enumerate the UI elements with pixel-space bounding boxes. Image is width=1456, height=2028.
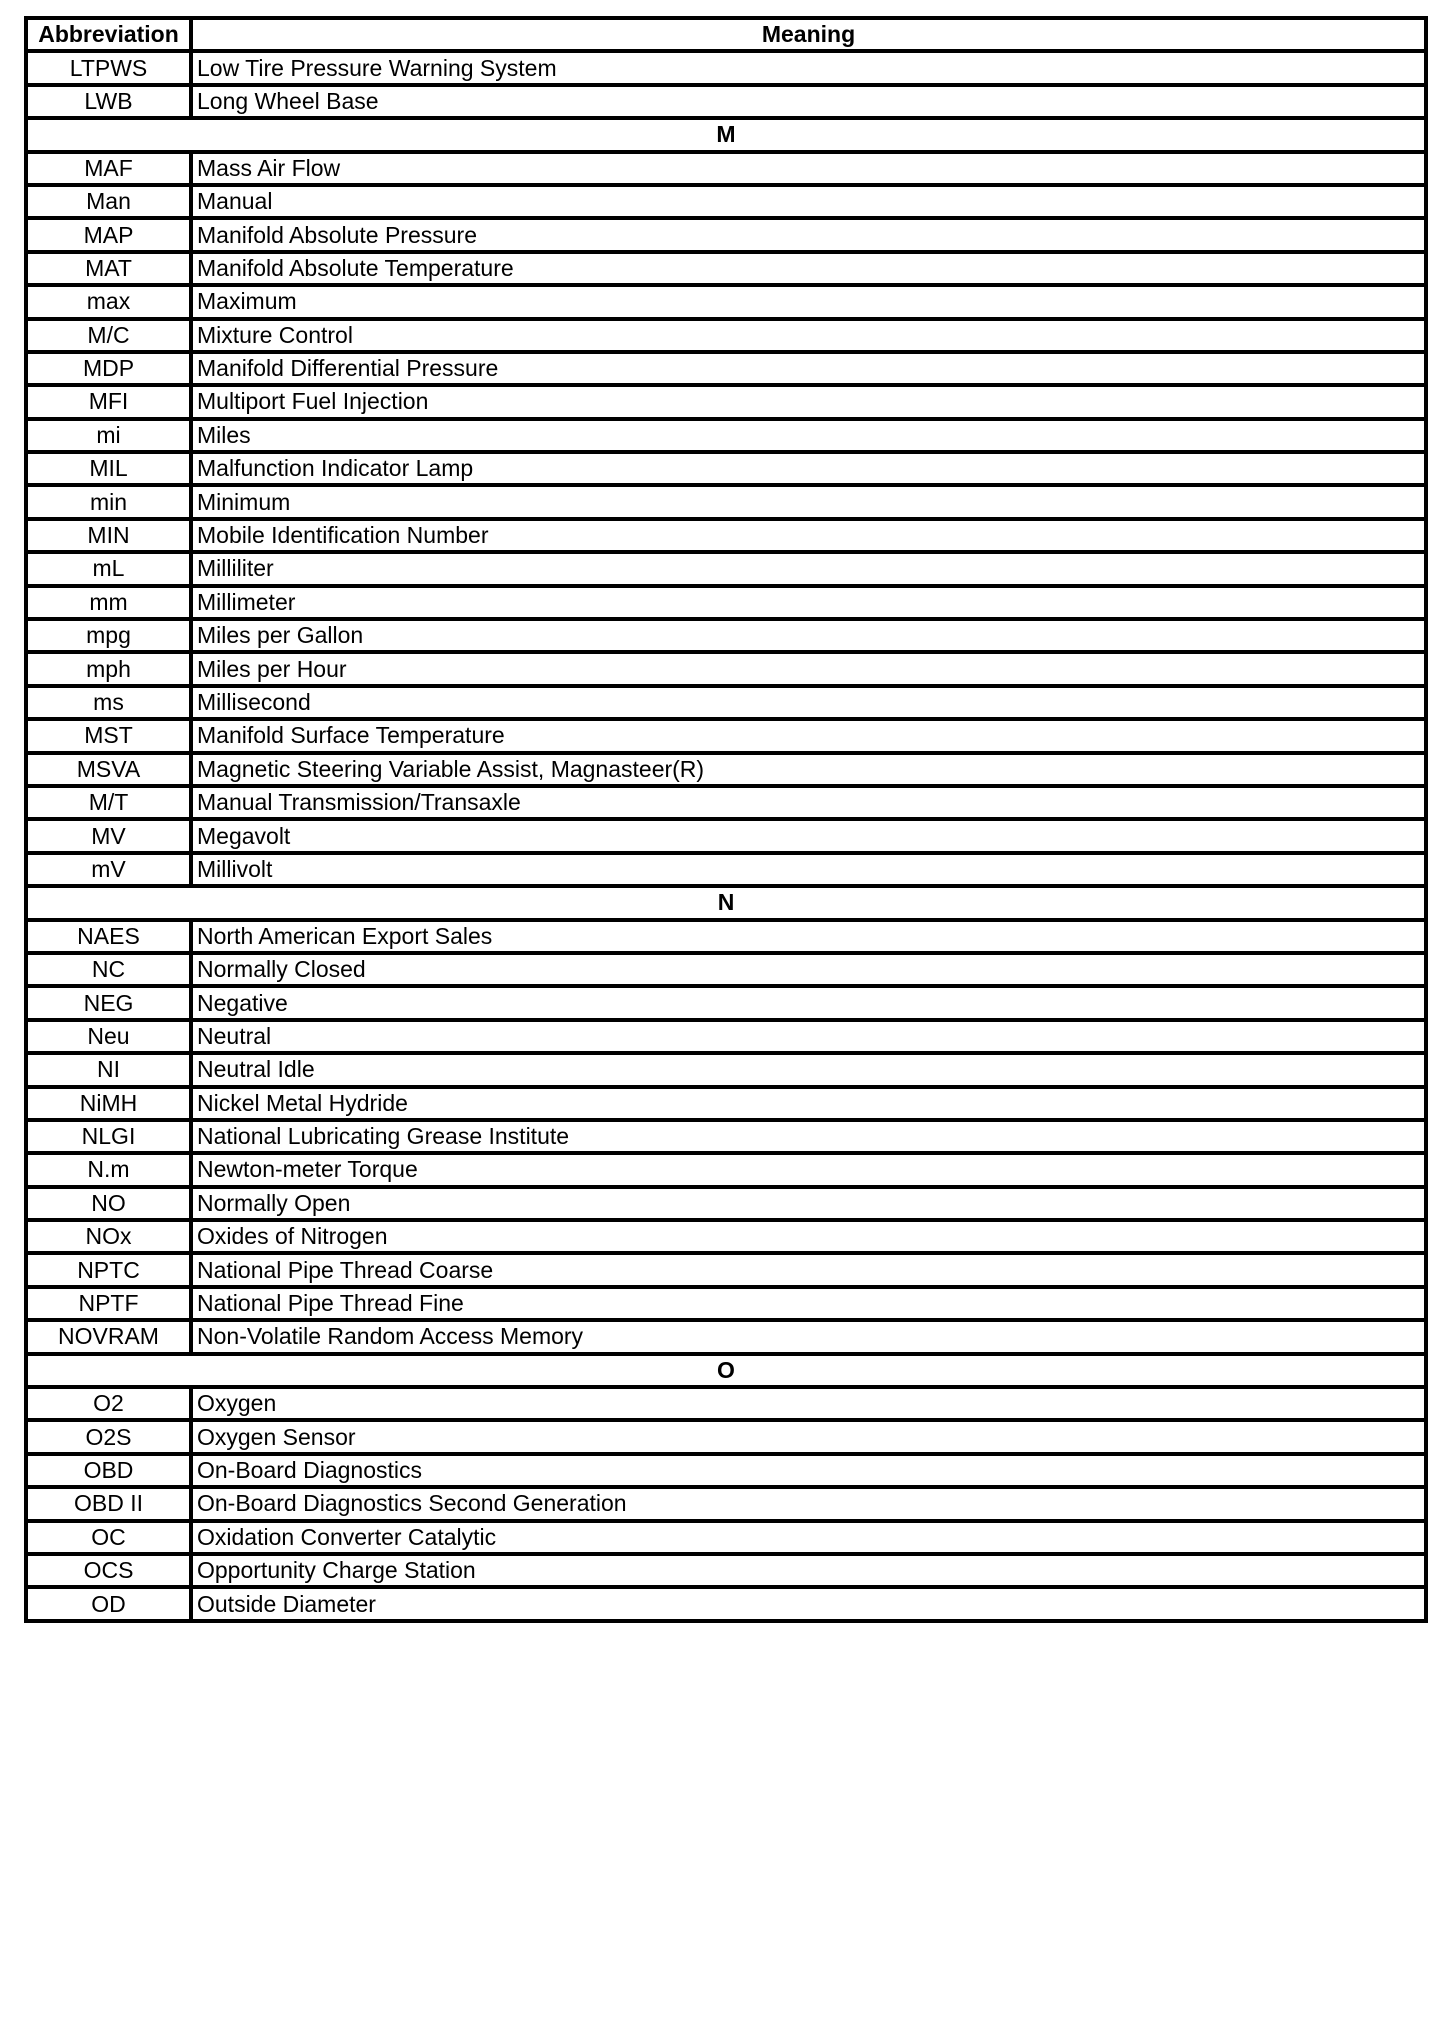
table-row [26,786,1426,819]
table-row [26,652,1426,685]
abbreviation-cell: NPTC [26,1253,191,1286]
table-row [26,385,1426,418]
abbreviation-cell: ms [26,686,191,719]
abbreviation-cell: NOVRAM [26,1320,191,1353]
table-row [26,319,1426,352]
abbreviation-cell: mV [26,853,191,886]
table-row [26,1454,1426,1487]
abbreviation-cell: MAT [26,252,191,285]
meaning-cell: Millimeter [191,586,1426,619]
table-row [26,1087,1426,1120]
abbreviation-cell: O2 [26,1387,191,1420]
abbreviation-cell: MIN [26,519,191,552]
table-row [26,986,1426,1019]
meaning-cell: Millivolt [191,853,1426,886]
abbreviation-cell: NEG [26,986,191,1019]
meaning-cell: Manual Transmission/Transaxle [191,786,1426,819]
table-row [26,485,1426,518]
abbreviation-cell: mi [26,419,191,452]
meaning-cell: North American Export Sales [191,920,1426,953]
abbreviation-cell: OBD II [26,1487,191,1520]
abbreviation-cell: mL [26,552,191,585]
table-row [26,920,1426,953]
abbreviation-cell: MAF [26,152,191,185]
table-row [26,1487,1426,1520]
abbreviation-table [24,16,1428,1623]
abbreviation-cell: MAP [26,218,191,251]
abbreviation-cell: Man [26,185,191,218]
abbreviation-cell: MFI [26,385,191,418]
abbreviation-cell: MIL [26,452,191,485]
meaning-cell: National Pipe Thread Coarse [191,1253,1426,1286]
table-row [26,1220,1426,1253]
abbreviation-cell: OD [26,1587,191,1620]
table-row [26,719,1426,752]
meaning-cell: Newton-meter Torque [191,1153,1426,1186]
abbreviation-cell: OCS [26,1554,191,1587]
abbreviation-cell: MV [26,819,191,852]
abbreviation-cell: max [26,285,191,318]
table-row [26,218,1426,251]
table-row [26,853,1426,886]
meaning-cell: Malfunction Indicator Lamp [191,452,1426,485]
table-row [26,152,1426,185]
abbreviation-cell: LWB [26,85,191,118]
meaning-cell: Millisecond [191,686,1426,719]
table-body [26,51,1426,1620]
meaning-cell: Miles [191,419,1426,452]
abbreviation-cell: mpg [26,619,191,652]
table-row [26,819,1426,852]
meaning-cell: National Pipe Thread Fine [191,1287,1426,1320]
abbreviation-cell: NOx [26,1220,191,1253]
column-header-meaning: Meaning [191,18,1426,51]
meaning-cell: Megavolt [191,819,1426,852]
meaning-cell: Oxides of Nitrogen [191,1220,1426,1253]
table-row [26,419,1426,452]
meaning-cell: Normally Closed [191,953,1426,986]
section-letter: O [26,1354,1426,1387]
table-row [26,753,1426,786]
meaning-cell: Maximum [191,285,1426,318]
meaning-cell: Mixture Control [191,319,1426,352]
abbreviation-cell: NAES [26,920,191,953]
meaning-cell: Long Wheel Base [191,85,1426,118]
table-row [26,586,1426,619]
abbreviation-cell: LTPWS [26,51,191,84]
table-row [26,1554,1426,1587]
meaning-cell: Manifold Surface Temperature [191,719,1426,752]
table-row [26,1320,1426,1353]
section-header-row [26,886,1426,919]
meaning-cell: Manifold Differential Pressure [191,352,1426,385]
abbreviation-cell: MSVA [26,753,191,786]
meaning-cell: Mobile Identification Number [191,519,1426,552]
meaning-cell: Minimum [191,485,1426,518]
meaning-cell: Manifold Absolute Temperature [191,252,1426,285]
table-row [26,1521,1426,1554]
meaning-cell: National Lubricating Grease Institute [191,1120,1426,1153]
meaning-cell: Oxygen [191,1387,1426,1420]
table-row [26,1120,1426,1153]
meaning-cell: Outside Diameter [191,1587,1426,1620]
section-header-row [26,1354,1426,1387]
table-row [26,686,1426,719]
abbreviation-cell: M/C [26,319,191,352]
table-row [26,1053,1426,1086]
meaning-cell: Neutral Idle [191,1053,1426,1086]
abbreviation-cell: Neu [26,1020,191,1053]
meaning-cell: Multiport Fuel Injection [191,385,1426,418]
table-row [26,51,1426,84]
meaning-cell: Neutral [191,1020,1426,1053]
abbreviation-cell: OBD [26,1454,191,1487]
abbreviation-cell: MDP [26,352,191,385]
table-row [26,1187,1426,1220]
abbreviation-cell: NPTF [26,1287,191,1320]
meaning-cell: Non-Volatile Random Access Memory [191,1320,1426,1353]
meaning-cell: Opportunity Charge Station [191,1554,1426,1587]
abbreviation-cell: NC [26,953,191,986]
abbreviation-cell: NLGI [26,1120,191,1153]
meaning-cell: Miles per Hour [191,652,1426,685]
table-row [26,953,1426,986]
meaning-cell: Nickel Metal Hydride [191,1087,1426,1120]
abbreviation-cell: mm [26,586,191,619]
table-row [26,619,1426,652]
table-row [26,352,1426,385]
meaning-cell: Milliliter [191,552,1426,585]
table-row [26,1253,1426,1286]
abbreviation-cell: NO [26,1187,191,1220]
section-letter: N [26,886,1426,919]
meaning-cell: Normally Open [191,1187,1426,1220]
meaning-cell: Miles per Gallon [191,619,1426,652]
meaning-cell: On-Board Diagnostics [191,1454,1426,1487]
table-row [26,519,1426,552]
table-row [26,1387,1426,1420]
abbreviation-cell: mph [26,652,191,685]
column-header-abbreviation: Abbreviation [26,18,191,51]
meaning-cell: Negative [191,986,1426,1019]
meaning-cell: Manifold Absolute Pressure [191,218,1426,251]
section-header-row [26,118,1426,151]
abbreviation-cell: OC [26,1521,191,1554]
table-row [26,1420,1426,1453]
abbreviation-cell: O2S [26,1420,191,1453]
table-row [26,452,1426,485]
meaning-cell: Low Tire Pressure Warning System [191,51,1426,84]
meaning-cell: Magnetic Steering Variable Assist, Magnasteer(R) [191,753,1426,786]
abbreviation-cell: MST [26,719,191,752]
meaning-cell: Manual [191,185,1426,218]
meaning-cell: Oxygen Sensor [191,1420,1426,1453]
meaning-cell: Mass Air Flow [191,152,1426,185]
table-row [26,85,1426,118]
table-row [26,1287,1426,1320]
table-row [26,1020,1426,1053]
table-row [26,285,1426,318]
abbreviation-cell: NiMH [26,1087,191,1120]
abbreviation-cell: M/T [26,786,191,819]
meaning-cell: Oxidation Converter Catalytic [191,1521,1426,1554]
table-header-row [26,18,1426,51]
table-row [26,252,1426,285]
abbreviation-cell: min [26,485,191,518]
table-row [26,185,1426,218]
table-row [26,1587,1426,1620]
table-row [26,552,1426,585]
table-row [26,1153,1426,1186]
section-letter: M [26,118,1426,151]
abbreviation-cell: NI [26,1053,191,1086]
meaning-cell: On-Board Diagnostics Second Generation [191,1487,1426,1520]
abbreviation-cell: N.m [26,1153,191,1186]
